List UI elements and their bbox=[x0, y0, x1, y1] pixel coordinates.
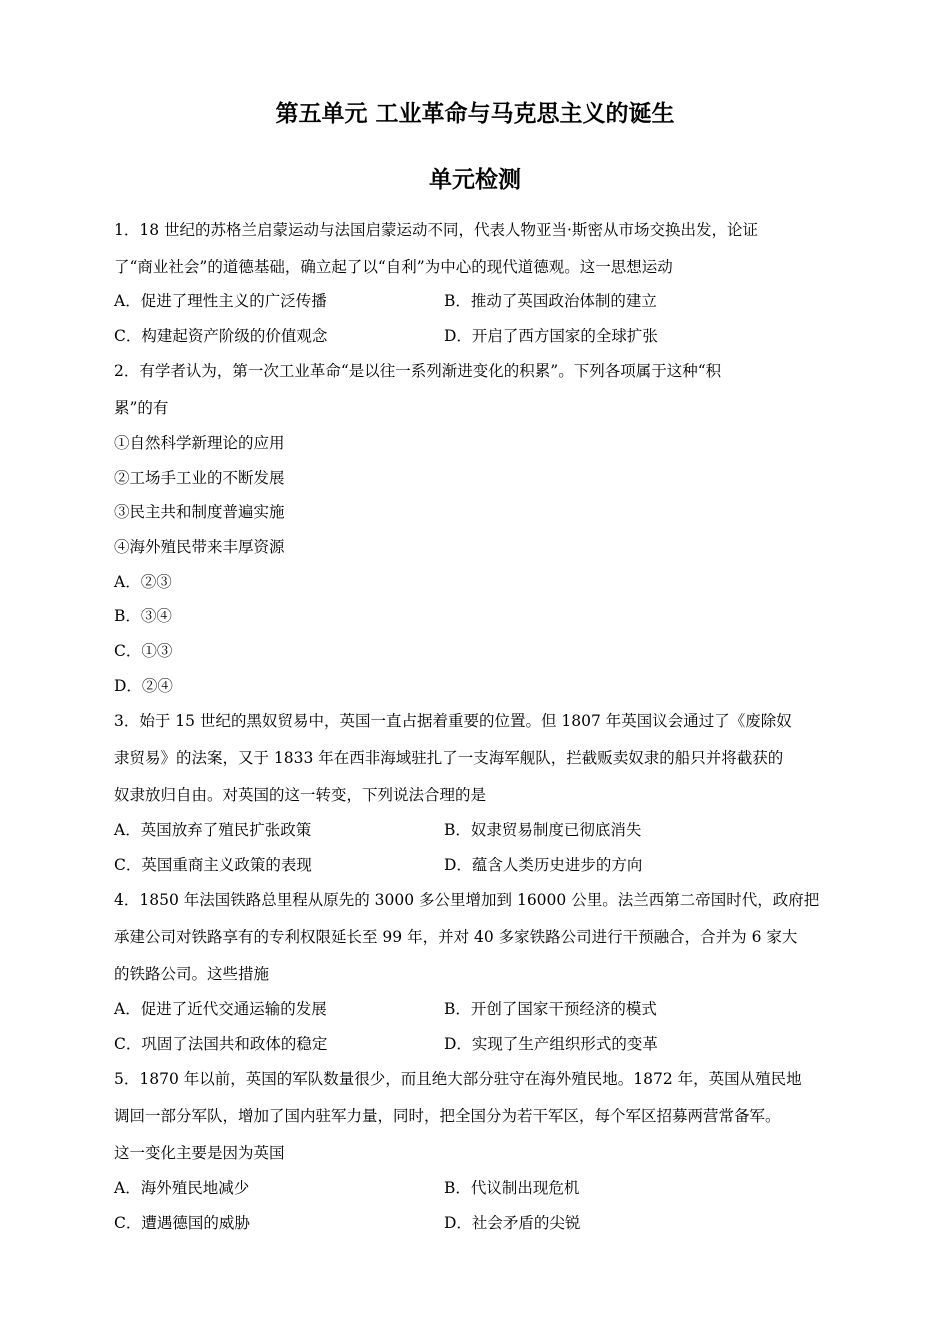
question-2-item-3: ③民主共和制度普遍实施 bbox=[114, 503, 285, 521]
page-title: 第五单元 工业革命与马克思主义的诞生 bbox=[275, 100, 675, 127]
question-4-option-c: C．巩固了法国共和政体的稳定 bbox=[114, 1035, 328, 1053]
question-3-option-d: D．蕴含人类历史进步的方向 bbox=[444, 856, 643, 874]
question-5-option-d: D．社会矛盾的尖锐 bbox=[444, 1214, 581, 1232]
question-4-option-a: A．促进了近代交通运输的发展 bbox=[114, 1000, 327, 1018]
question-1-option-d: D．开启了西方国家的全球扩张 bbox=[444, 327, 658, 345]
question-1-stem-line-2: 了“商业社会”的道德基础，确立起了以“自利”为中心的现代道德观。这一思想运动 bbox=[114, 258, 673, 276]
question-2-stem-line-1: 2．有学者认为，第一次工业革命“是以往一系列渐进变化的积累”。下列各项属于这种“积 bbox=[114, 362, 722, 380]
question-1-stem-line-1: 1．18 世纪的苏格兰启蒙运动与法国启蒙运动不同，代表人物亚当·斯密从市场交换出发，论证 bbox=[114, 221, 758, 239]
question-3-stem-line-3: 奴隶放归自由。对英国的这一转变，下列说法合理的是 bbox=[114, 786, 487, 804]
question-5-option-a: A．海外殖民地减少 bbox=[114, 1179, 250, 1197]
page-subtitle: 单元检测 bbox=[429, 166, 521, 193]
question-1-option-b: B．推动了英国政治体制的建立 bbox=[444, 292, 657, 310]
question-2-item-1: ①自然科学新理论的应用 bbox=[114, 434, 285, 452]
question-4-stem-line-2: 承建公司对铁路享有的专利权限延长至 99 年，并对 40 多家铁路公司进行干预融合，合并为 6 家大 bbox=[114, 928, 798, 946]
question-3-stem-line-1: 3．始于 15 世纪的黑奴贸易中，英国一直占据着重要的位置。但 1807 年英国议会通过了《废除奴 bbox=[114, 712, 792, 730]
question-4-stem-line-1: 4．1850 年法国铁路总里程从原先的 3000 多公里增加到 16000 公里。法兰西第二帝国时代，政府把 bbox=[114, 891, 820, 909]
question-5-stem-line-1: 5．1870 年以前，英国的军队数量很少，而且绝大部分驻守在海外殖民地。1872 年，英国从殖民地 bbox=[114, 1070, 802, 1088]
question-2-stem-line-2: 累”的有 bbox=[114, 399, 169, 417]
question-2-option-c: C．①③ bbox=[114, 642, 173, 660]
question-4-option-b: B．开创了国家干预经济的模式 bbox=[444, 1000, 657, 1018]
question-5-stem-line-3: 这一变化主要是因为英国 bbox=[114, 1144, 285, 1162]
question-1-option-a: A．促进了理性主义的广泛传播 bbox=[114, 292, 327, 310]
question-4-stem-line-3: 的铁路公司。这些措施 bbox=[114, 965, 270, 983]
question-2-item-2: ②工场手工业的不断发展 bbox=[114, 469, 285, 487]
question-5-option-c: C．遭遇德国的威胁 bbox=[114, 1214, 250, 1232]
question-3-option-c: C．英国重商主义政策的表现 bbox=[114, 856, 312, 874]
question-5-stem-line-2: 调回一部分军队，增加了国内驻军力量，同时，把全国分为若干军区，每个军区招募两营常备军。 bbox=[114, 1107, 781, 1125]
question-3-stem-line-2: 隶贸易》的法案，又于 1833 年在西非海域驻扎了一支海军舰队，拦截贩卖奴隶的船只并将截获的 bbox=[114, 749, 784, 767]
question-3-option-b: B．奴隶贸易制度已彻底消失 bbox=[444, 821, 642, 839]
question-2-option-a: A．②③ bbox=[114, 573, 172, 591]
question-2-item-4: ④海外殖民带来丰厚资源 bbox=[114, 538, 285, 556]
question-2-option-b: B．③④ bbox=[114, 607, 172, 625]
question-2-option-d: D．②④ bbox=[114, 677, 173, 695]
question-5-option-b: B．代议制出现危机 bbox=[444, 1179, 580, 1197]
question-1-option-c: C．构建起资产阶级的价值观念 bbox=[114, 327, 328, 345]
question-4-option-d: D．实现了生产组织形式的变革 bbox=[444, 1035, 658, 1053]
question-3-option-a: A．英国放弃了殖民扩张政策 bbox=[114, 821, 312, 839]
